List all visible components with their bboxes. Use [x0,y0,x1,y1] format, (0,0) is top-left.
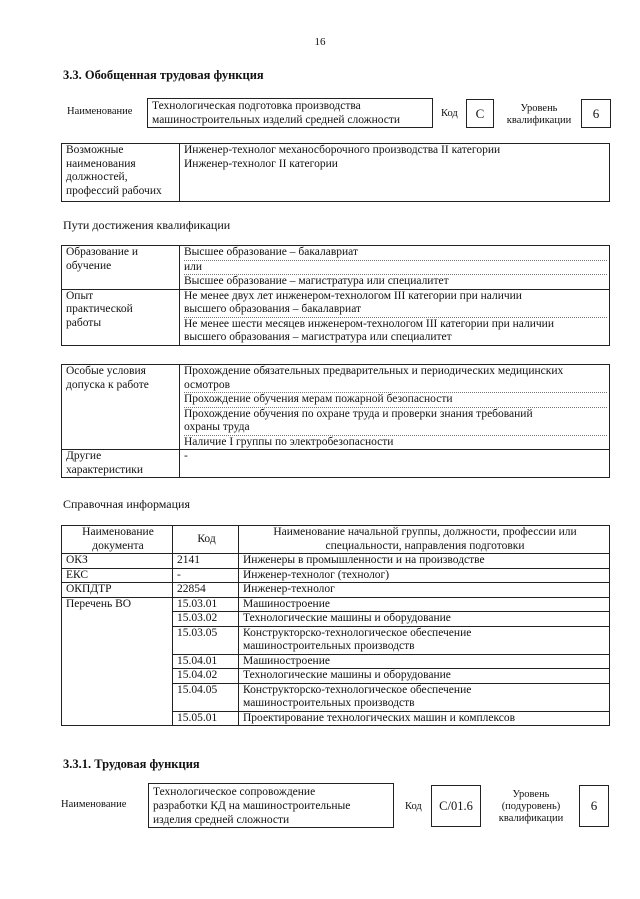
row-name: Машиностроение [239,654,610,669]
page-number: 16 [314,36,326,48]
label-line: допуска к работе [66,378,149,391]
label-line: Образование и [66,246,139,258]
code-box: C/01.6 [431,785,481,827]
row-name: Проектирование технологических машин и комплексов [239,711,610,726]
experience-line: высшего образования – бакалавриат [184,303,607,318]
experience-label [62,289,180,345]
condition-line: Прохождение обучения по охране труда и проверки знания требований [184,407,533,420]
labor-function-name-line: Технологическое сопровождение [153,786,316,798]
header-name [239,526,610,554]
level-box: 6 [581,99,611,128]
name-label: Наименование [61,799,127,810]
condition-line: осмотров [184,379,607,394]
positions-table [61,143,610,202]
education-line: Высшее образование – бакалавриат [184,246,607,261]
experience-values [180,289,610,345]
position-item: Инженер-технолог механосборочного производства II категории [184,144,501,156]
education-values [180,246,610,290]
row-code: 15.04.05 [173,683,239,711]
row-code: 15.03.05 [173,626,239,654]
row-name: Технологические машины и оборудование [239,669,610,684]
labor-function-name-line: разработки КД на машиностроительные [153,800,351,812]
row-name [239,683,610,711]
label-line: Опыт [66,289,94,302]
special-conditions-label [62,365,180,450]
table-row [62,554,610,569]
condition-line: Наличие I группы по электробезопасности [184,435,394,448]
row-name [239,626,610,654]
education-line: или [184,261,607,276]
row-name: Инженер-технолог (технолог) [239,568,610,583]
qualification-table [61,245,610,346]
education-label [62,246,180,290]
education-line: Высшее образование – магистратура или специалитет [184,275,449,287]
level-label-line: квалификации [498,813,564,824]
row-code: 15.05.01 [173,711,239,726]
row-code: 15.04.01 [173,654,239,669]
row-code: - [173,568,239,583]
table-row [62,583,610,598]
header-line: специальности, направления подготовки [325,539,525,552]
function-name-box [147,98,433,128]
code-box: C [466,99,494,128]
experience-line: высшего образования – магистратура или специалитет [184,331,452,343]
table-row [62,597,610,612]
label-line: Особые условия [66,365,146,377]
row-name-line: машиностроительных производств [243,697,415,709]
label-line: практической [66,303,133,315]
row-doc: ЕКС [62,568,173,583]
row-code: 2141 [173,554,239,569]
level-label [500,103,578,127]
labor-function-name-box [148,783,394,828]
experience-line: Не менее шести месяцев инженером-технологом III категории при наличии [184,317,554,330]
label-line: профессий рабочих [66,184,162,197]
header-line: документа [92,539,144,552]
subsection-title: 3.3.1. Трудовая функция [63,757,200,771]
qualification-caption: Пути достижения квалификации [63,218,231,232]
code-label: Код [405,801,422,812]
row-doc: ОКПДТР [62,583,173,598]
label-line: Возможные [66,144,124,156]
function-name-line: Технологическая подготовка производства [152,100,361,112]
level-label-line: Уровень [512,789,550,800]
name-label: Наименование [67,106,133,117]
positions-label [62,144,180,202]
level-label-line: квалификации [506,115,572,126]
row-name: Машиностроение [239,597,610,612]
row-name: Инженер-технолог [239,583,610,598]
label-line: должностей, [66,171,128,183]
position-item: Инженер-технолог II категории [184,157,338,170]
row-code: 15.03.02 [173,612,239,627]
row-name-line: машиностроительных производств [243,640,415,652]
table-row [62,568,610,583]
label-line: Другие [66,450,102,462]
code-label: Код [441,108,458,119]
reference-header-row [62,526,610,554]
row-code: 15.04.02 [173,669,239,684]
label-line: характеристики [66,463,144,476]
row-name: Технологические машины и оборудование [239,612,610,627]
row-code: 22854 [173,583,239,598]
experience-line: Не менее двух лет инженером-технологом III категории при наличии [184,289,522,302]
reference-table [61,525,610,726]
label-line: наименования [66,157,136,170]
header-code: Код [173,526,239,554]
other-characteristics-value: - [180,450,610,478]
conditions-table [61,364,610,478]
row-doc: Перечень ВО [62,597,173,726]
reference-caption: Справочная информация [63,497,190,511]
condition-line: охраны труда [184,421,607,436]
level-label-line: Уровень [520,103,558,114]
row-name: Инженеры в промышленности и на производстве [239,554,610,569]
section-title: 3.3. Обобщенная трудовая функция [63,68,264,82]
special-conditions-values [180,365,610,450]
condition-line: Прохождение обучения мерам пожарной безопасности [184,393,607,408]
row-doc: ОКЗ [62,554,173,569]
label-line: работы [66,316,102,329]
level-label-line: (подуровень) [501,801,561,812]
label-line: обучение [66,259,112,272]
header-line: Наименование [82,526,154,538]
row-name-line: Конструкторско-технологическое обеспечение [243,683,472,696]
condition-line: Прохождение обязательных предварительных и периодических медицинских [184,365,564,377]
row-name-line: Конструкторско-технологическое обеспечение [243,626,472,639]
labor-function-name-line: изделия средней сложности [153,814,290,826]
level-box: 6 [579,785,609,827]
level-label [495,789,567,825]
other-characteristics-label [62,450,180,478]
row-code: 15.03.01 [173,597,239,612]
positions-values [180,144,610,202]
header-line: Наименование начальной группы, должности, профессии или [273,526,577,538]
header-doc [62,526,173,554]
function-name-line: машиностроительных изделий средней сложности [152,113,401,126]
